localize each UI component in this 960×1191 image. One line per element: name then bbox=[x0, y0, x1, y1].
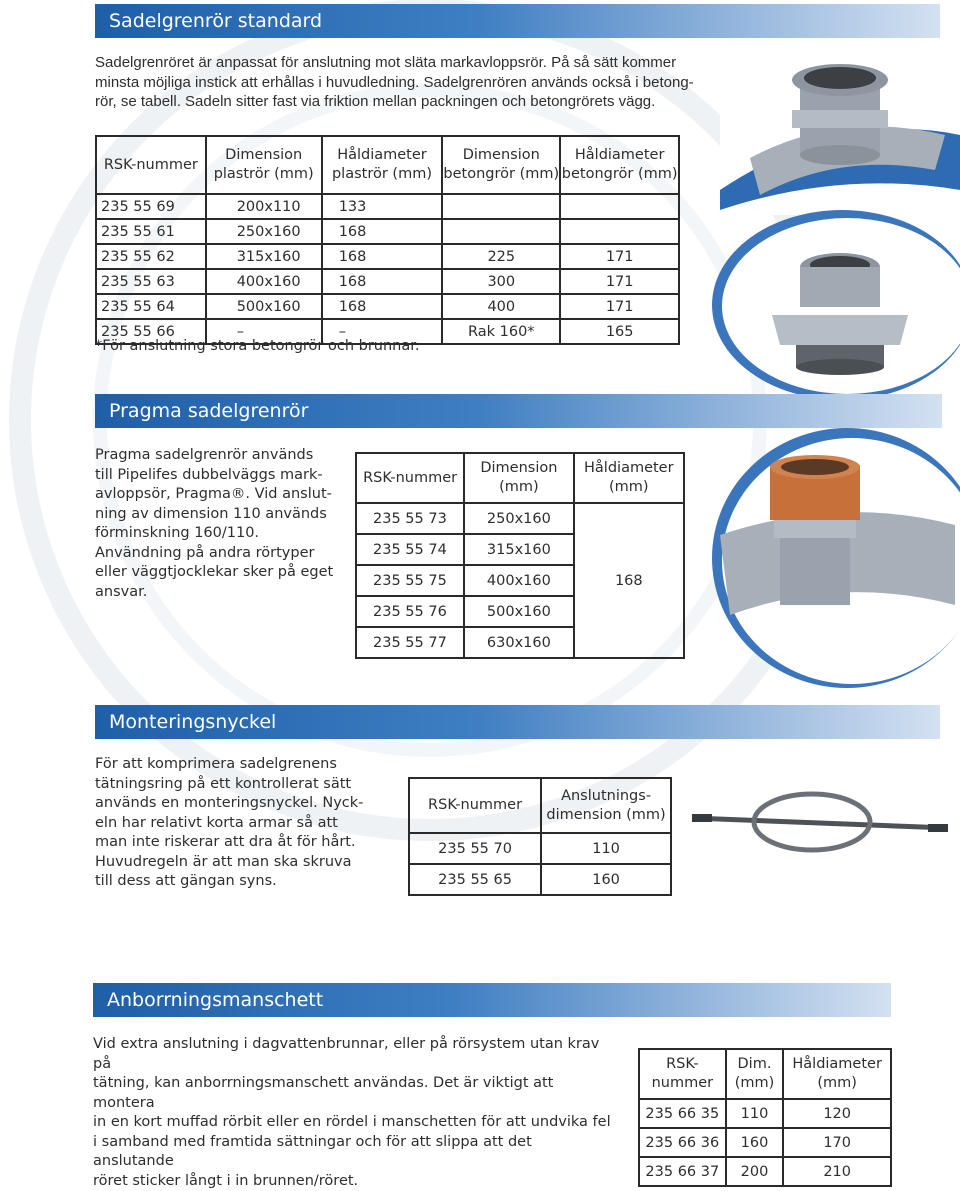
table-row: 235 55 69 200x110 133 bbox=[96, 194, 679, 219]
sadelgrenror-table bbox=[95, 135, 680, 345]
pragma-table bbox=[355, 452, 685, 659]
pragma-saddle-image bbox=[700, 455, 960, 655]
table-row: 235 55 64 500x160 168 400 171 bbox=[96, 294, 679, 319]
section3-text: För att komprimera sadelgrenens tätningsring på ett kontrollerat sätt används en monteringsnyckel. Nyck- eln har relativt korta armar så att man inte riskerar att dra åt för hårt. Huvudregeln är att man ska skruva till dess att gängan syns. bbox=[95, 756, 364, 889]
col-header-rsk: RSK-nummer bbox=[96, 136, 206, 194]
table-row: 235 55 70 110 bbox=[409, 833, 671, 864]
col-header-haldiameter: Håldiameter (mm) bbox=[783, 1049, 891, 1099]
table-row: 235 55 73 250x160 168 bbox=[356, 503, 684, 534]
table-row: 235 55 74 315x160 bbox=[356, 534, 684, 565]
col-header-hal-plast: Håldiameter plaströr (mm) bbox=[322, 136, 443, 194]
intro-line: rör, se tabell. Sadeln sitter fast via friktion mellan packningen och betongrörets vägg. bbox=[95, 93, 656, 110]
monteringsnyckel-table bbox=[408, 777, 672, 896]
col-header-dimension-plast: Dimension plaströr (mm) bbox=[206, 136, 322, 194]
table-row: 235 55 77 630x160 bbox=[356, 627, 684, 658]
col-header-haldiameter: Håldiameter (mm) bbox=[574, 453, 684, 503]
saddle-branch-image-2 bbox=[760, 245, 920, 385]
col-header-hal-betong: Håldiameter betongrör (mm) bbox=[560, 136, 679, 194]
section-title: Pragma sadelgrenrör bbox=[109, 400, 309, 422]
table-row: 235 55 76 500x160 bbox=[356, 596, 684, 627]
section-title: Monteringsnyckel bbox=[109, 711, 277, 733]
col-header-rsk: RSK-nummer bbox=[409, 778, 541, 833]
table-row: 235 55 66 – – Rak 160* 165 bbox=[96, 319, 679, 344]
col-header-rsk: RSK- nummer bbox=[639, 1049, 726, 1099]
table-row: 235 55 62 315x160 168 225 171 bbox=[96, 244, 679, 269]
table-row: 235 66 36 160 170 bbox=[639, 1128, 891, 1157]
section4-text: Vid extra anslutning i dagvattenbrunnar, eller på rörsystem utan krav på tätning, kan anborrningsmanschett användas. Det är viktigt att montera in en kort muffad rörbit eller en rördel i manschetten för att undvika fel i samband med framtida sättningar och för att slippa att det anslutande röret sticker långt i in brunnen/röret. bbox=[93, 1036, 611, 1189]
section-header-anborrningsmanschett bbox=[93, 983, 891, 1017]
col-header-dimension-betong: Dimension betongrör (mm) bbox=[442, 136, 560, 194]
mounting-key-image bbox=[690, 770, 950, 870]
section-header-sadelgrenror-standard bbox=[95, 4, 940, 38]
hole-diameter-cell: 168 bbox=[574, 503, 684, 658]
table-row: 235 55 63 400x160 168 300 171 bbox=[96, 269, 679, 294]
table-row: 235 55 65 160 bbox=[409, 864, 671, 895]
anborrningsmanschett-table bbox=[638, 1048, 892, 1187]
table-row: 235 66 37 200 210 bbox=[639, 1157, 891, 1186]
table-row: 235 55 61 250x160 168 bbox=[96, 219, 679, 244]
table-row: 235 55 75 400x160 bbox=[356, 565, 684, 596]
section-header-pragma-sadelgrenror bbox=[95, 394, 942, 428]
section2-text: Pragma sadelgrenrör används till Pipelifes dubbelväggs mark- avloppsör, Pragma®. Vid anslut- ning av dimension 110 används förminskning 160/110. Användning på andra rörtyper eller väggtjocklekar sker på eget ansvar. bbox=[95, 447, 334, 600]
saddle-branch-image-1 bbox=[720, 40, 960, 220]
intro-line: Sadelgrenröret är anpassat för anslutning mot släta markavloppsrör. På så sätt kommer bbox=[95, 54, 677, 71]
col-header-dim: Dim. (mm) bbox=[726, 1049, 784, 1099]
section-title: Sadelgrenrör standard bbox=[109, 10, 323, 32]
col-header-dimension: Dimension (mm) bbox=[464, 453, 573, 503]
table-row: 235 66 35 110 120 bbox=[639, 1099, 891, 1128]
section1-intro bbox=[95, 53, 715, 112]
intro-line: minsta möjliga instick att erhållas i huvudledning. Sadelgrenrören används också i betong- bbox=[95, 73, 694, 91]
section-title: Anborrningsmanschett bbox=[107, 989, 324, 1011]
col-header-anslutningsdimension: Anslutnings- dimension (mm) bbox=[541, 778, 671, 833]
col-header-rsk: RSK-nummer bbox=[356, 453, 464, 503]
table-footnote: *För anslutning stora betongrör och brunnar. bbox=[95, 338, 420, 354]
section-header-monteringsnyckel bbox=[95, 705, 940, 739]
